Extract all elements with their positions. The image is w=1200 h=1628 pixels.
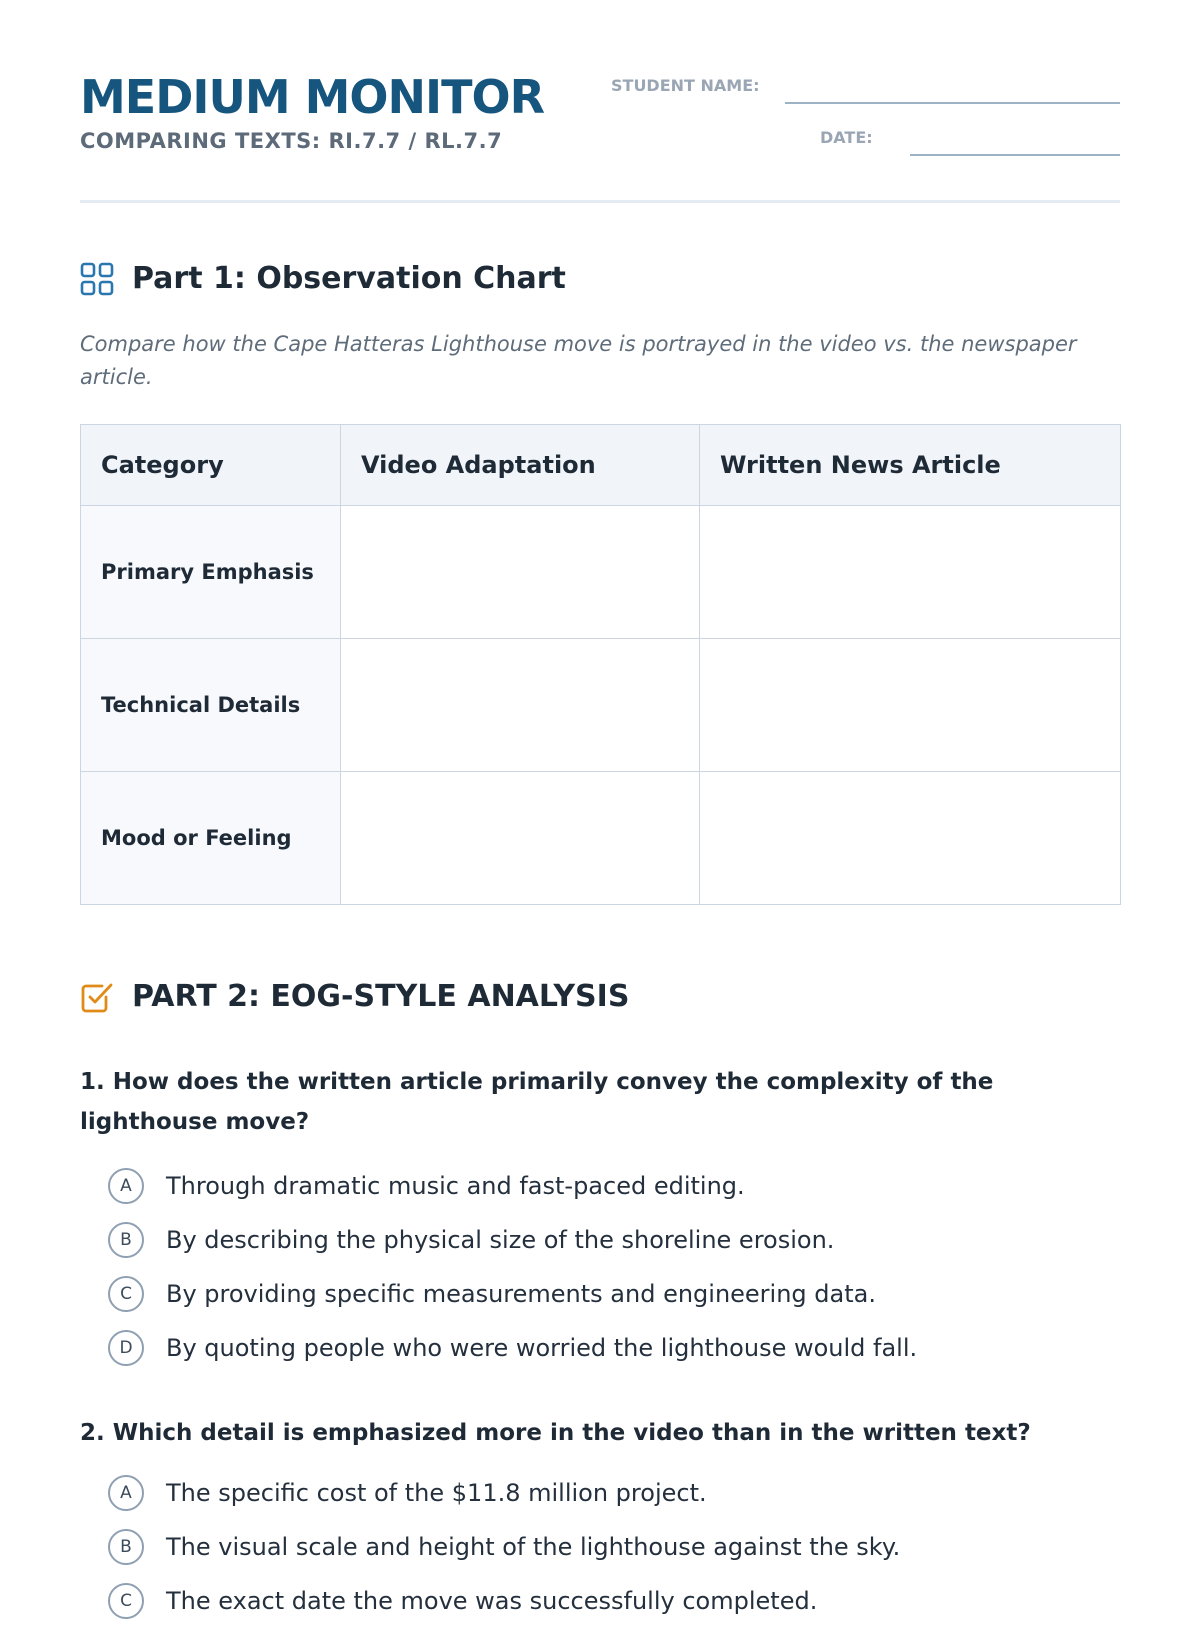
answer-option-b[interactable] (80, 1213, 1120, 1267)
worksheet-subtitle: COMPARING TEXTS: RI.7.7 / RL.7.7 (80, 129, 503, 153)
video-answer-cell[interactable] (341, 772, 700, 905)
question-2-options (80, 1466, 1120, 1628)
option-letter-badge[interactable]: D (108, 1330, 144, 1366)
option-text: By describing the physical size of the shoreline erosion. (166, 1226, 835, 1254)
option-letter-badge[interactable]: B (108, 1529, 144, 1565)
table-row (81, 639, 1121, 772)
answer-option-a[interactable] (80, 1466, 1120, 1520)
table-row (81, 506, 1121, 639)
table-row (81, 772, 1121, 905)
question-1 (80, 1062, 1120, 1375)
grid-icon (80, 262, 114, 296)
article-answer-cell[interactable] (700, 506, 1121, 639)
article-answer-cell[interactable] (700, 772, 1121, 905)
date-label: DATE: (820, 128, 873, 147)
option-text: The specific cost of the $11.8 million project. (166, 1479, 707, 1507)
observation-chart (80, 424, 1121, 905)
checkbox-icon (80, 980, 114, 1014)
answer-option-d[interactable] (80, 1321, 1120, 1375)
chart-header-row (81, 425, 1121, 506)
part1-heading (80, 261, 566, 297)
student-name-field[interactable] (785, 102, 1120, 104)
option-letter-badge[interactable]: A (108, 1168, 144, 1204)
header-divider (80, 200, 1120, 203)
column-header-video: Video Adaptation (341, 425, 700, 506)
option-text: By quoting people who were worried the lighthouse would fall. (166, 1334, 918, 1362)
student-name-label: STUDENT NAME: (611, 76, 760, 95)
option-text: Through dramatic music and fast-paced editing. (166, 1172, 745, 1200)
question-1-options (80, 1159, 1120, 1375)
part2-title: PART 2: EOG-STYLE ANALYSIS (132, 979, 630, 1014)
date-field[interactable] (910, 154, 1120, 156)
row-category-primary-emphasis: Primary Emphasis (81, 506, 341, 639)
part1-instructions: Compare how the Cape Hatteras Lighthouse move is portrayed in the video vs. the newspaper article. (80, 332, 1077, 389)
answer-option-c[interactable] (80, 1574, 1120, 1628)
question-1-text: 1. How does the written article primarily convey the complexity of the lighthouse move? (80, 1069, 994, 1135)
video-answer-cell[interactable] (341, 506, 700, 639)
part1-title: Part 1: Observation Chart (132, 261, 566, 296)
question-2 (80, 1413, 1120, 1628)
worksheet-title: MEDIUM MONITOR (80, 70, 545, 124)
option-letter-badge[interactable]: C (108, 1276, 144, 1312)
option-letter-badge[interactable]: A (108, 1475, 144, 1511)
option-text: The exact date the move was successfully completed. (166, 1587, 818, 1615)
option-letter-badge[interactable]: C (108, 1583, 144, 1619)
answer-option-a[interactable] (80, 1159, 1120, 1213)
option-text: The visual scale and height of the lighthouse against the sky. (166, 1533, 901, 1561)
question-2-text: 2. Which detail is emphasized more in the video than in the written text? (80, 1420, 1031, 1446)
part2-heading (80, 979, 629, 1015)
column-header-category: Category (81, 425, 341, 506)
video-answer-cell[interactable] (341, 639, 700, 772)
option-letter-badge[interactable]: B (108, 1222, 144, 1258)
article-answer-cell[interactable] (700, 639, 1121, 772)
answer-option-b[interactable] (80, 1520, 1120, 1574)
column-header-article: Written News Article (700, 425, 1121, 506)
row-category-mood: Mood or Feeling (81, 772, 341, 905)
option-text: By providing specific measurements and engineering data. (166, 1280, 876, 1308)
worksheet-header (80, 62, 1120, 202)
answer-option-c[interactable] (80, 1267, 1120, 1321)
row-category-technical-details: Technical Details (81, 639, 341, 772)
